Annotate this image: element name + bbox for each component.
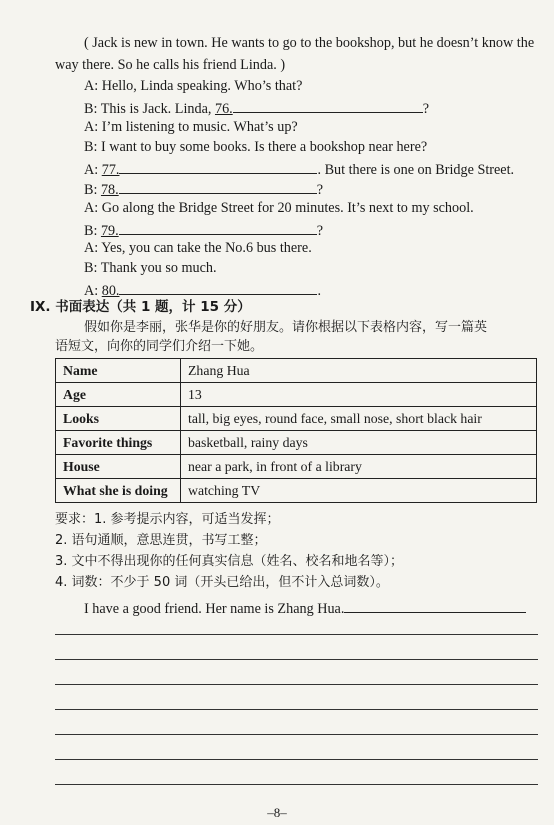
table-row [56, 383, 537, 407]
table-value: 13 [181, 383, 537, 407]
dialogue-line-78: B: 78. ? [84, 177, 323, 200]
page-number: –8– [267, 805, 287, 820]
dialogue-intro-line-2: way there. So he calls his friend Linda. ) [55, 57, 286, 73]
writing-line[interactable] [55, 659, 538, 660]
essay-opening: I have a good friend. Her name is Zhang Hua. [84, 596, 526, 619]
writing-line[interactable] [55, 709, 538, 710]
dialogue-line-79: B: 79. ? [84, 218, 323, 241]
table-key: What she is doing [56, 479, 181, 503]
table-row [56, 455, 537, 479]
dialogue-line: A: Hello, Linda speaking. Who’s that? [84, 78, 303, 94]
writing-line[interactable] [55, 784, 538, 785]
blank-number: 80. [101, 283, 120, 299]
table-key: House [56, 455, 181, 479]
requirement-line: 2. 语句通顺，意思连贯，书写工整； [55, 533, 267, 548]
answer-blank-80[interactable] [119, 278, 317, 295]
dialogue-line-80: A: 80. . [84, 278, 321, 301]
dialogue-line: B: Thank you so much. [84, 260, 217, 276]
table-key: Age [56, 383, 181, 407]
writing-line[interactable] [55, 634, 538, 635]
dialogue-intro-line-1: ( Jack is new in town. He wants to go to the bookshop, but he doesn’t know the [84, 35, 535, 51]
blank-number: 78. [100, 182, 119, 198]
table-key: Looks [56, 407, 181, 431]
blank-number: 76. [214, 101, 233, 117]
table-value: basketball, rainy days [181, 431, 537, 455]
table-value: watching TV [181, 479, 537, 503]
requirement-line: 4. 词数：不少于 50 词（开头已给出，但不计入总词数）。 [55, 575, 389, 590]
table-value: near a park, in front of a library [181, 455, 537, 479]
writing-line[interactable] [55, 759, 538, 760]
section-intro-line-2: 语短文，向你的同学们介绍一下她。 [55, 339, 264, 354]
table-value: tall, big eyes, round face, small nose, short black hair [181, 407, 537, 431]
table-row [56, 479, 537, 503]
dialogue-line: B: I want to buy some books. Is there a bookshop near here? [84, 139, 428, 155]
answer-blank-79[interactable] [119, 218, 317, 235]
table-value: Zhang Hua [181, 359, 537, 383]
table-key: Name [56, 359, 181, 383]
answer-blank-76[interactable] [233, 96, 423, 113]
answer-blank-77[interactable] [119, 157, 317, 174]
section-intro-line-1: 假如你是李丽，张华是你的好朋友。请你根据以下表格内容，写一篇英 [84, 320, 488, 335]
dialogue-line: A: I’m listening to music. What’s up? [84, 119, 298, 135]
table-row [56, 359, 537, 383]
table-row [56, 407, 537, 431]
blank-number: 79. [100, 223, 119, 239]
requirement-line: 要求：1. 参考提示内容，可适当发挥； [55, 512, 280, 527]
table-key: Favorite things [56, 431, 181, 455]
answer-blank-78[interactable] [119, 177, 317, 194]
dialogue-line: A: Yes, you can take the No.6 bus there. [84, 240, 312, 256]
writing-line[interactable] [55, 684, 538, 685]
dialogue-line-77: A: 77. . But there is one on Bridge Street. [84, 157, 514, 180]
section-title: IX. 书面表达（共 1 题，计 15 分） [30, 299, 251, 315]
dialogue-line: A: Go along the Bridge Street for 20 minutes. It’s next to my school. [84, 200, 474, 216]
table-row [56, 431, 537, 455]
writing-line[interactable] [55, 734, 538, 735]
essay-blank-first-line[interactable] [344, 596, 526, 613]
info-table [55, 358, 537, 503]
requirement-line: 3. 文中不得出现你的任何真实信息（姓名、校名和地名等）； [55, 554, 404, 569]
dialogue-line-76: B: This is Jack. Linda, 76. ? [84, 96, 429, 119]
blank-number: 77. [101, 162, 120, 178]
